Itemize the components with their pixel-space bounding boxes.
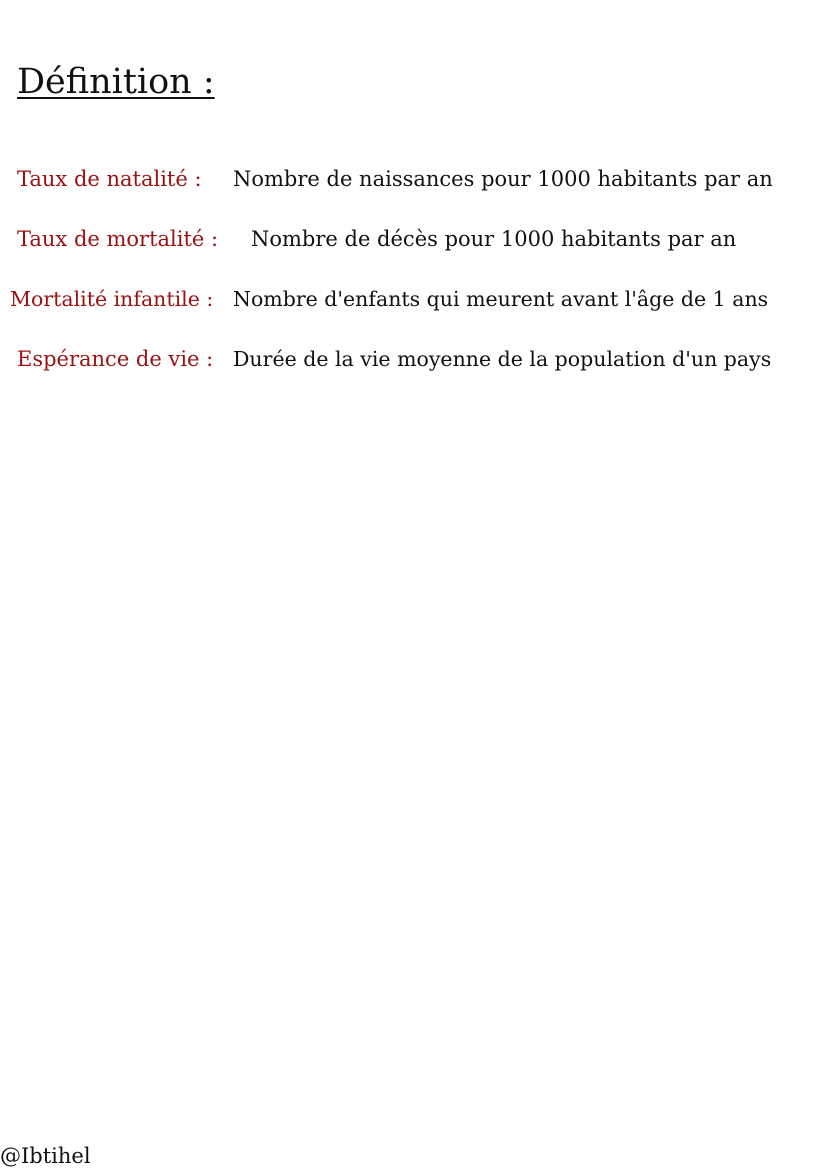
definition-row-life-expectancy bbox=[0, 343, 828, 375]
term-birth-rate: Taux de natalité : bbox=[17, 167, 202, 191]
page-title: Définition : bbox=[17, 62, 215, 102]
definition-row-infant-mortality bbox=[0, 283, 828, 315]
definition-row-birth-rate bbox=[0, 163, 828, 195]
term-mortality-rate: Taux de mortalité : bbox=[17, 227, 219, 251]
definition-birth-rate: Nombre de naissances pour 1000 habitants par an bbox=[233, 167, 773, 191]
author-tag: @Ibtihel bbox=[0, 1144, 91, 1168]
definition-row-mortality-rate bbox=[0, 223, 828, 255]
term-life-expectancy: Espérance de vie : bbox=[17, 347, 214, 371]
definition-infant-mortality: Nombre d'enfants qui meurent avant l'âge de 1 ans bbox=[233, 287, 769, 311]
definition-mortality-rate: Nombre de décès pour 1000 habitants par an bbox=[251, 227, 737, 251]
term-infant-mortality: Mortalité infantile : bbox=[10, 287, 214, 311]
definition-life-expectancy: Durée de la vie moyenne de la population d'un pays bbox=[233, 347, 772, 371]
